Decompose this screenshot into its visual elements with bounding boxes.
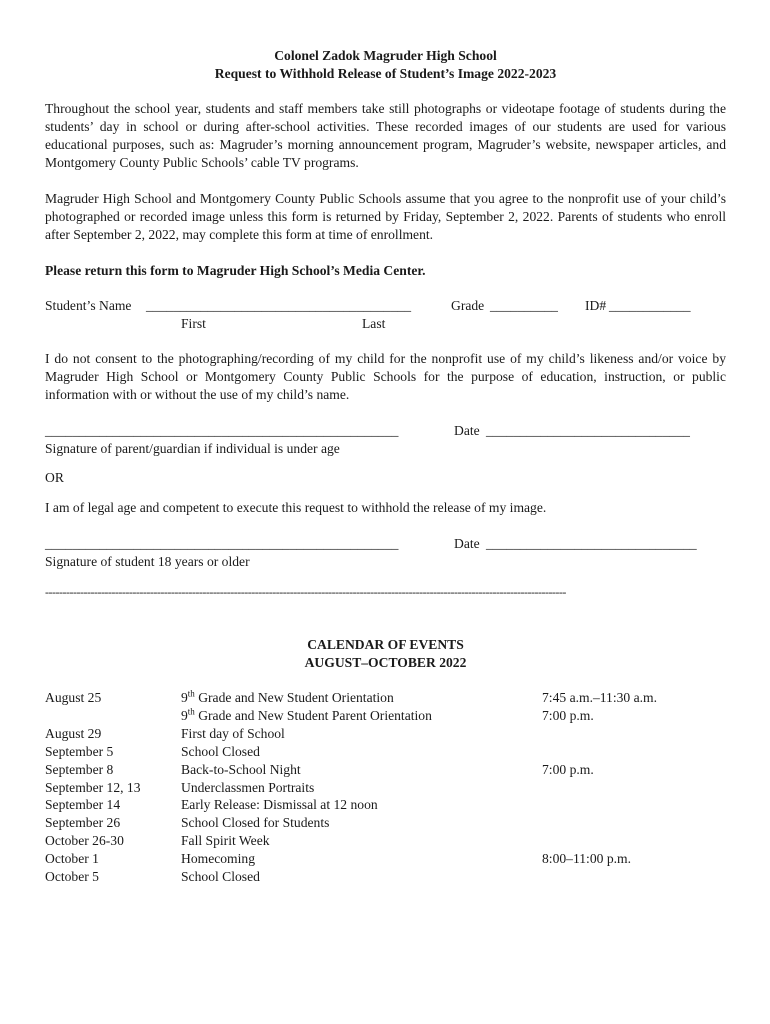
- calendar-row: [45, 779, 726, 797]
- id-label: ID#: [585, 298, 607, 313]
- calendar-row: [45, 796, 726, 814]
- student-name-label: Student’s Name: [45, 298, 132, 313]
- event-time: 8:00–11:00 p.m.: [542, 851, 631, 867]
- no-consent-statement: I do not consent to the photographing/recording of my child for the nonprofit use of my child’s likeness and/or voice by Magruder High School or Montgomery County Public Schools for the purpose of education, instruction, or public information with or without the use of my child’s name.: [45, 351, 726, 402]
- student-date-label: Date: [454, 536, 480, 551]
- student-date-field[interactable]: _______________________________: [486, 536, 697, 551]
- calendar-row: [45, 814, 726, 832]
- event-time: 7:00 p.m.: [542, 761, 594, 777]
- event-date: October 1: [45, 851, 99, 867]
- event-time: 7:00 p.m.: [542, 707, 594, 723]
- id-field[interactable]: ____________: [609, 298, 691, 313]
- parent-date-field[interactable]: ______________________________: [486, 423, 690, 438]
- calendar-title: CALENDAR OF EVENTS: [307, 637, 464, 652]
- grade-label: Grade: [451, 298, 485, 313]
- student-signature-field[interactable]: ____________________________________________________: [45, 536, 399, 551]
- event-date: September 8: [45, 761, 114, 777]
- calendar-row: [45, 761, 726, 779]
- ordinal-suffix: th: [187, 706, 195, 717]
- cut-line-divider: -----------------------------------------------------------------------------------------------------------------------------------------------------: [45, 585, 566, 599]
- calendar-row: [45, 743, 726, 761]
- calendar-row: [45, 707, 726, 725]
- legal-age-statement: I am of legal age and competent to execute this request to withhold the release of my image.: [45, 500, 547, 515]
- parent-signature-field[interactable]: ____________________________________________________: [45, 423, 399, 438]
- parent-signature-caption: Signature of parent/guardian if individual is under age: [45, 441, 340, 456]
- calendar-row: [45, 725, 726, 743]
- consent-paragraph: Magruder High School and Montgomery County Public Schools assume that you agree to the nonprofit use of your child’s photographed or recorded image unless this form is returned by Friday, September 2, 2022. Parents of students who enroll after September 2, 2022, may complete this form at time of enrollment.: [45, 191, 726, 242]
- document-page: [45, 0, 726, 1024]
- return-instruction: Please return this form to Magruder High School’s Media Center.: [45, 263, 426, 278]
- intro-paragraph: Throughout the school year, students and staff members take still photographs or videotape footage of students during the students’ day in school or during after-school activities. These recorded images of our students are used for various educational purposes, such as: Magruder’s morning announcement program, Magruder’s website, newspaper articles, and Montgomery County Public Schools’ cable TV programs.: [45, 101, 726, 170]
- event-date: September 14: [45, 797, 121, 813]
- event-name: Underclassmen Portraits: [181, 779, 315, 795]
- student-name-field[interactable]: _______________________________________: [146, 298, 412, 313]
- grade-field[interactable]: __________: [490, 298, 558, 313]
- student-signature-caption: Signature of student 18 years or older: [45, 554, 250, 569]
- calendar-row: [45, 689, 726, 707]
- last-name-caption: Last: [362, 316, 386, 331]
- event-name: 9th Grade and New Student Parent Orientation: [181, 706, 432, 723]
- event-date: October 26-30: [45, 833, 124, 849]
- form-title: Request to Withhold Release of Student’s Image 2022-2023: [214, 66, 557, 81]
- calendar-row: [45, 868, 726, 886]
- event-date: August 25: [45, 690, 102, 705]
- calendar-row: [45, 850, 726, 868]
- or-separator: OR: [45, 470, 64, 485]
- event-name: School Closed for Students: [181, 815, 330, 831]
- ordinal-suffix: th: [187, 688, 195, 699]
- calendar-subtitle: AUGUST–OCTOBER 2022: [304, 655, 467, 670]
- event-date: September 5: [45, 743, 114, 759]
- event-name: 9th Grade and New Student Orientation: [181, 688, 394, 705]
- school-name: Colonel Zadok Magruder High School: [274, 48, 497, 63]
- event-time: 7:45 a.m.–11:30 a.m.: [542, 690, 658, 705]
- event-name: Homecoming: [181, 851, 255, 867]
- event-date: October 5: [45, 869, 99, 884]
- event-name: School Closed: [181, 743, 260, 759]
- calendar-row: [45, 832, 726, 850]
- event-name: School Closed: [181, 869, 260, 884]
- event-name: First day of School: [181, 725, 285, 741]
- parent-date-label: Date: [454, 423, 480, 438]
- event-name: Back-to-School Night: [181, 761, 301, 777]
- event-name: Early Release: Dismissal at 12 noon: [181, 797, 378, 813]
- first-name-caption: First: [181, 316, 206, 331]
- event-name: Fall Spirit Week: [181, 833, 270, 849]
- event-date: September 12, 13: [45, 779, 141, 795]
- event-date: August 29: [45, 725, 102, 741]
- event-date: September 26: [45, 815, 121, 831]
